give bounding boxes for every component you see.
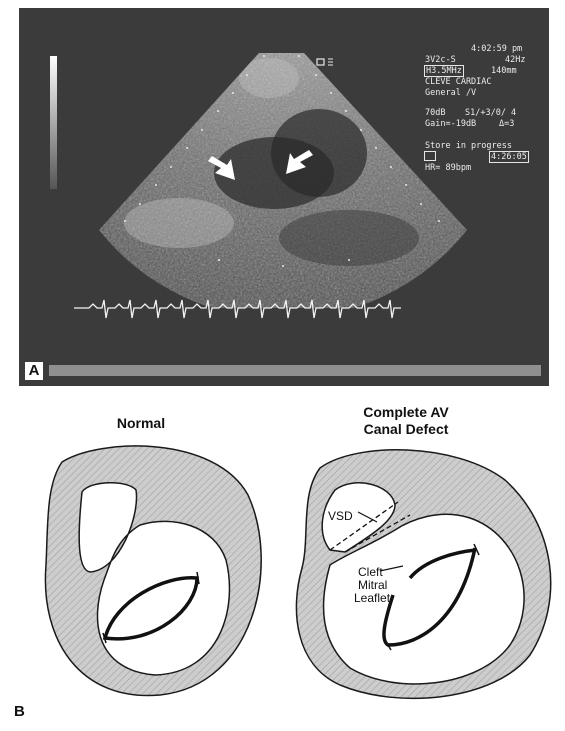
store-time-readout: 4:26:05 (491, 152, 527, 162)
dynamic-range-readout: 70dB (425, 108, 446, 118)
panel-label-b: B (14, 703, 25, 720)
echocardiogram-panel (19, 8, 549, 386)
defect-title-line1: Complete AV (363, 404, 449, 420)
frequency-readout: H3.5MHz (426, 66, 462, 76)
normal-mitral-valve (105, 578, 197, 639)
delta-readout: Δ=3 (499, 119, 515, 129)
gain-readout: Gain=-19dB (425, 119, 477, 129)
normal-title: Normal (116, 415, 166, 431)
cleft-anterior-leaflet (410, 550, 476, 578)
probe-orientation-icon (317, 59, 333, 65)
frame-rate-readout: 42Hz (505, 55, 526, 65)
institution-readout: CLEVE CARDIAC (425, 77, 492, 87)
defect-myocardium (296, 450, 550, 699)
panel-label-a: A (25, 362, 43, 380)
defect-heart-diagram (296, 450, 550, 699)
cleft-label-line2: Mitral (358, 578, 388, 592)
heart-rate-readout: HR= 89bpm (425, 163, 472, 173)
cine-progress-bar (49, 365, 541, 376)
time-readout: 4:02:59 pm (471, 44, 523, 54)
ultrasound-sector (79, 48, 499, 308)
settings-readout: S1/+3/0/ 4 (465, 108, 517, 118)
store-icon (424, 151, 436, 161)
normal-heart-diagram (45, 446, 261, 696)
vsd-label: VSD (328, 509, 353, 523)
heart-diagrams (0, 440, 565, 710)
grayscale-bar (50, 56, 57, 189)
probe-readout: 3V2c-S (425, 55, 456, 65)
mode-readout: General /V (425, 88, 477, 98)
defect-title-line2: Canal Defect (363, 421, 449, 437)
cleft-pointer (380, 566, 403, 571)
cleft-label-line3: Leaflet (354, 591, 391, 605)
store-status-readout: Store in progress (425, 141, 512, 151)
cleft-label-line1: Cleft (358, 565, 383, 579)
depth-readout: 140mm (491, 66, 517, 76)
normal-myocardium (45, 446, 261, 696)
echo-image (19, 8, 549, 386)
vsd-pointer (358, 512, 377, 522)
